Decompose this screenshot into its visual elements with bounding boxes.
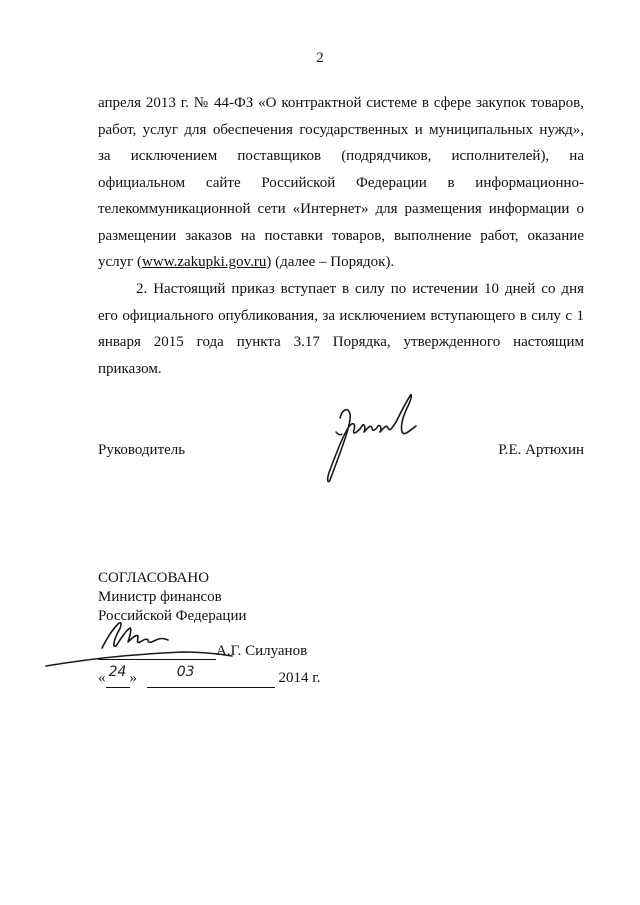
paragraph-1-line: работ, услуг для обеспечения государственных и муниципальных нужд», bbox=[98, 121, 584, 138]
date-open-quote: « bbox=[98, 670, 106, 686]
date-year: 2014 г. bbox=[278, 670, 321, 686]
approval-position-line-1: Министр финансов bbox=[98, 589, 222, 605]
paragraph-1-line: апреля 2013 г. № 44-ФЗ «О контрактной системе в сфере закупок товаров, bbox=[98, 95, 584, 111]
paragraph-1 bbox=[98, 90, 584, 276]
page-number: 2 bbox=[316, 50, 324, 66]
date-day-field bbox=[106, 664, 130, 688]
date-month: 03 bbox=[176, 664, 195, 680]
approval-position-line-2: Российской Федерации bbox=[98, 608, 247, 624]
paragraph-1-last-line bbox=[98, 249, 584, 276]
paragraph-2-line: 2. Настоящий приказ вступает в силу по истечении 10 дней со дня bbox=[136, 281, 584, 297]
paragraph-1-line: за исключением поставщиков (подрядчиков, исполнителей), на bbox=[98, 148, 584, 164]
text: услуг ( bbox=[98, 254, 143, 270]
date-day: 24 bbox=[108, 664, 127, 680]
paragraph-1-line: телекоммуникационной сети «Интернет» для размещения информации о bbox=[98, 201, 584, 217]
signatory-name: Р.Е. Артюхин bbox=[498, 442, 584, 458]
signatory-title: Руководитель bbox=[98, 442, 186, 458]
minister-name: А.Г. Силуанов bbox=[216, 643, 308, 659]
date-close-quote: » bbox=[129, 670, 137, 686]
text: ) (далее – Порядок). bbox=[266, 254, 395, 270]
paragraph-1-line: размещении заказов на поставки товаров, выполнение работ, оказание bbox=[98, 227, 584, 244]
paragraph-2 bbox=[98, 276, 584, 382]
paragraph-2-line: его официального опубликования, за исключением вступающего в силу с 1 bbox=[98, 307, 584, 324]
head-signature-icon bbox=[312, 388, 422, 488]
approval-date bbox=[98, 664, 321, 688]
date-month-field bbox=[147, 664, 275, 688]
zakupki-link[interactable]: www.zakupki.gov.ru bbox=[142, 254, 267, 270]
minister-signature-icon bbox=[42, 612, 242, 672]
paragraph-2-line: приказом. bbox=[98, 360, 162, 377]
paragraph-1-line: официальном сайте Российской Федерации в информационно- bbox=[98, 174, 584, 191]
approval-heading: СОГЛАСОВАНО bbox=[98, 570, 210, 586]
paragraph-2-line: января 2015 года пункта 3.17 Порядка, утвержденного настоящим bbox=[98, 334, 584, 350]
